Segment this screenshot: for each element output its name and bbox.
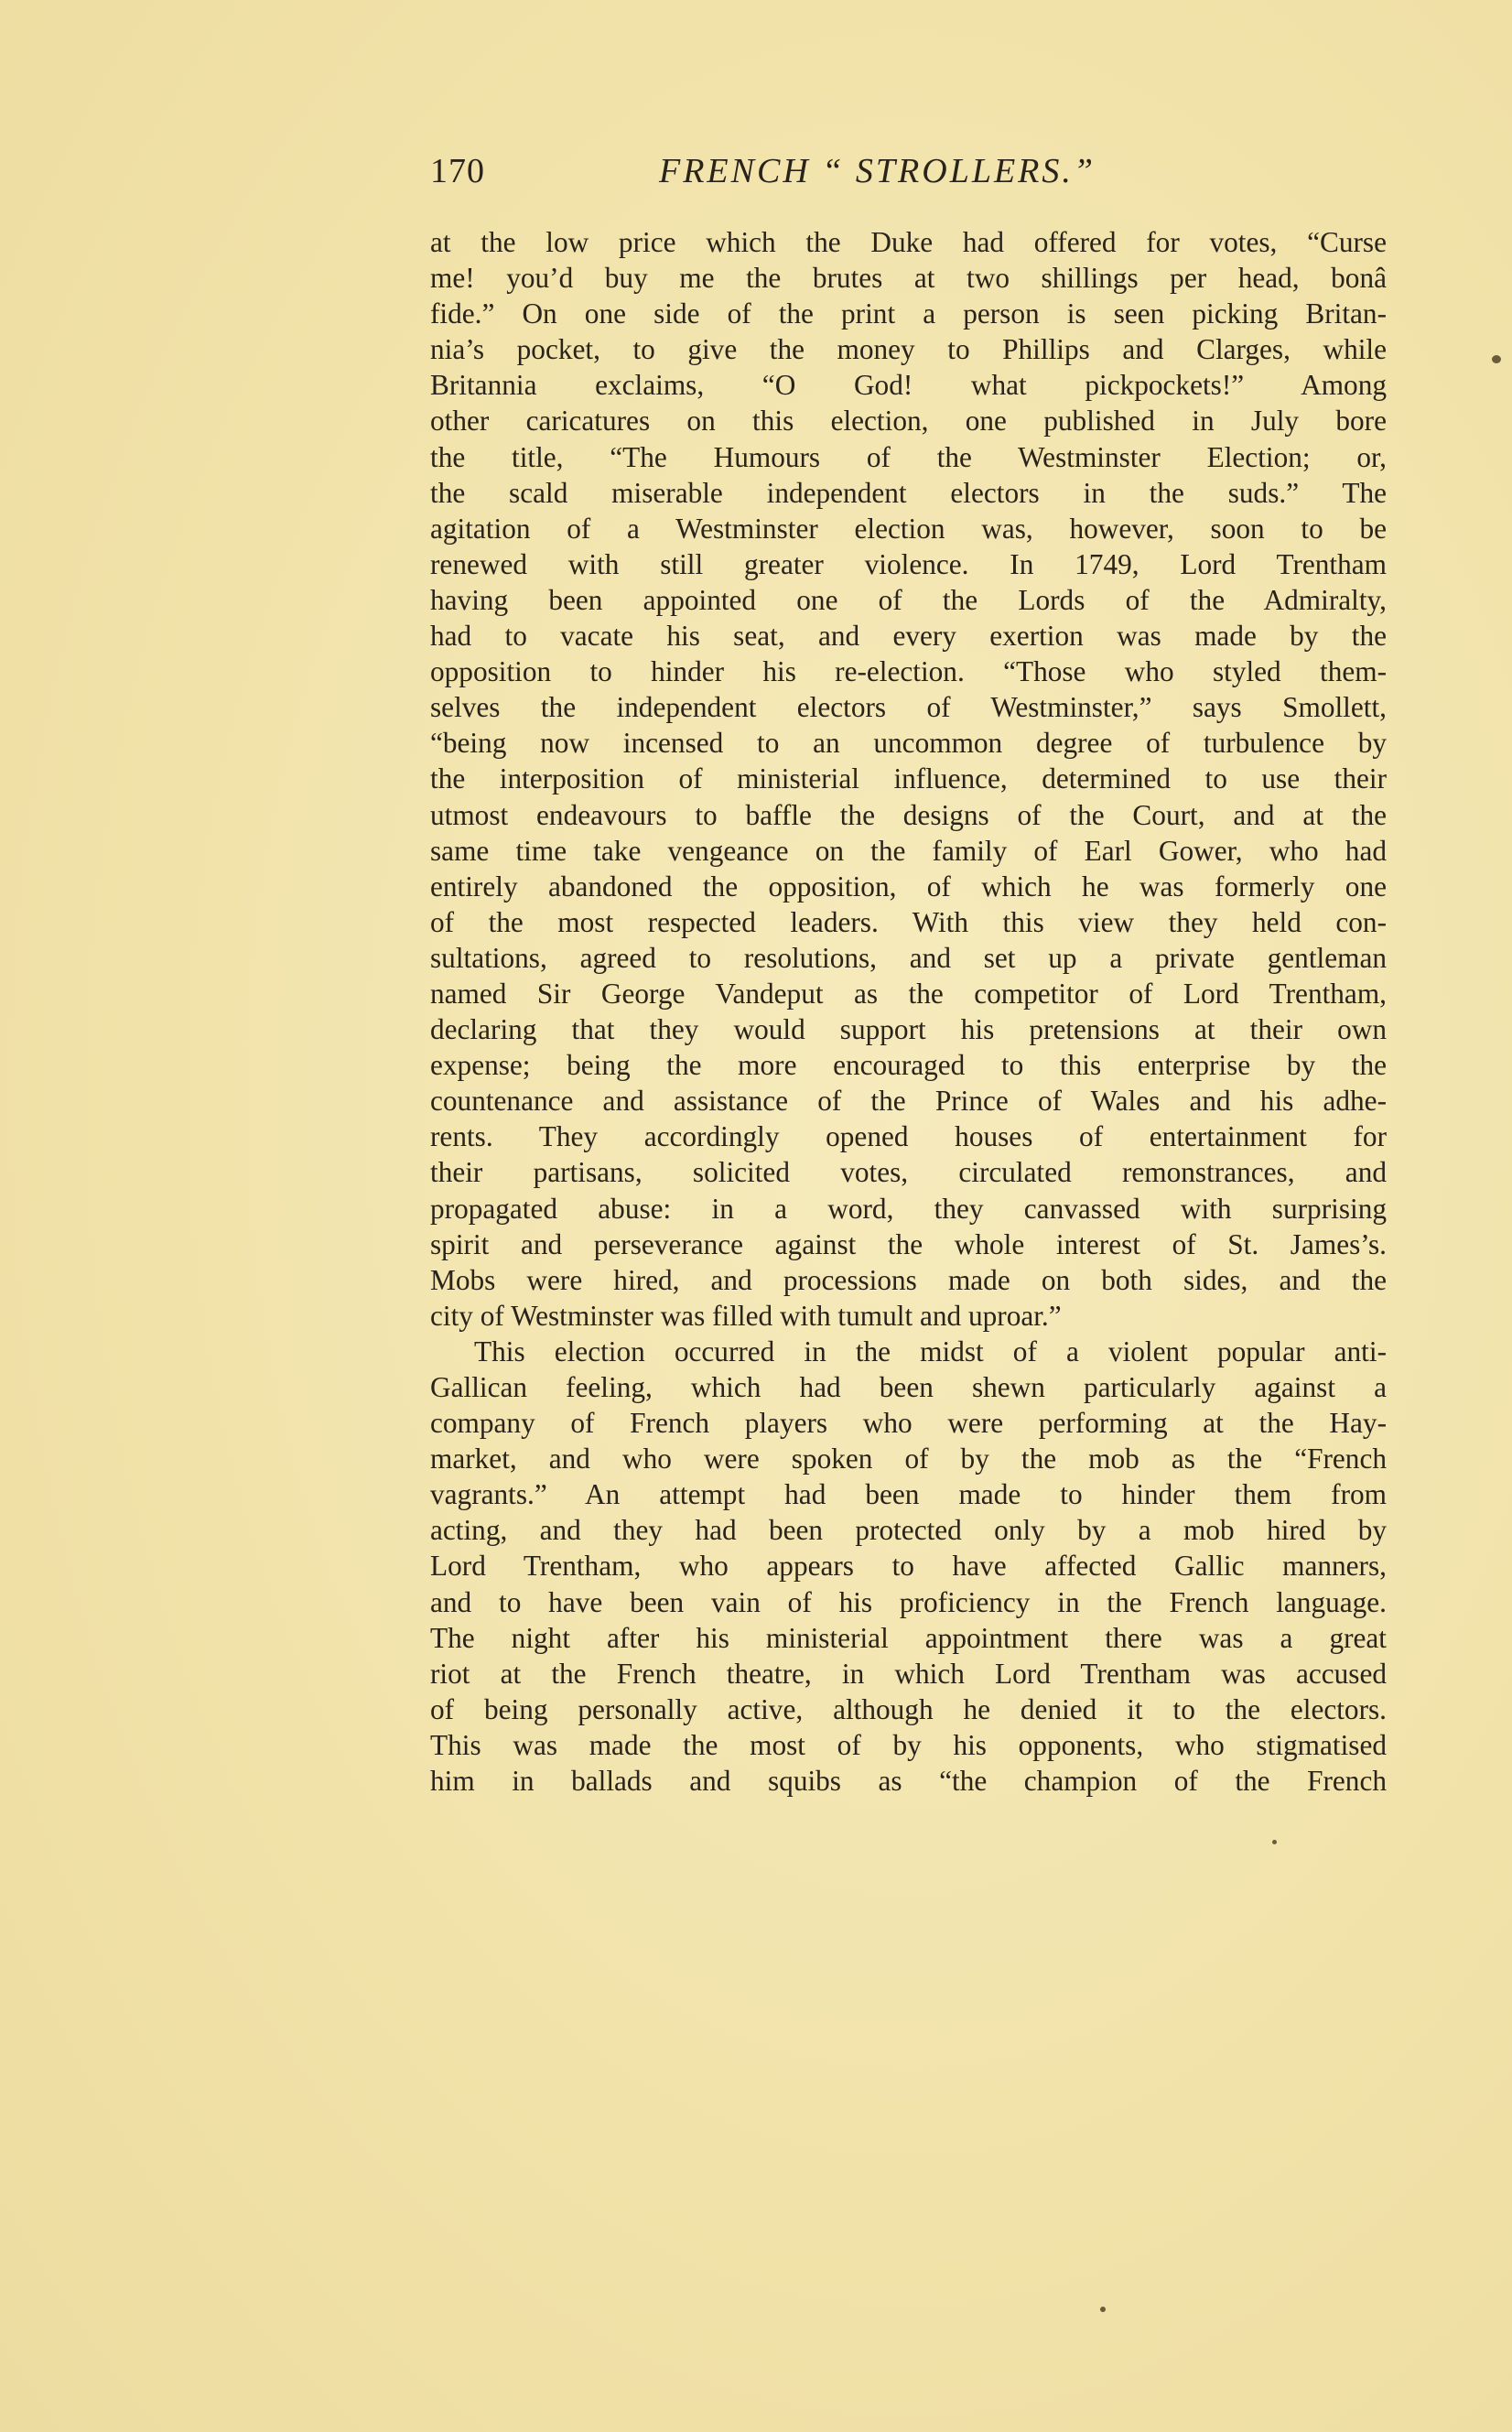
text-line: This was made the most of by his opponents, who stigmatised [430,1728,1387,1761]
text-line: market, and who were spoken of by the mob as the “French [430,1443,1387,1475]
text-line: agitation of a Westminster election was, however, soon to be [430,512,1387,545]
text-line: having been appointed one of the Lords of the Admiralty, [430,583,1387,616]
text-line: the interposition of ministerial influence, determined to use their [430,762,1387,795]
text-line: declaring that they would support his pretensions at their own [430,1013,1387,1046]
text-line: Lord Trentham, who appears to have affected Gallic manners, [430,1550,1387,1583]
text-line: entirely abandoned the opposition, of which he was formerly one [430,870,1387,903]
text-line: other caricatures on this election, one published in July bore [430,405,1387,438]
text-line: opposition to hinder his re-election. “Those who styled them- [430,655,1387,688]
text-line: the title, “The Humours of the Westminster Election; or, [430,440,1387,473]
text-line: had to vacate his seat, and every exertion was made by the [430,620,1387,653]
text-line: expense; being the more encouraged to this enterprise by the [430,1049,1387,1082]
text-line: of the most respected leaders. With this view they held con- [430,905,1387,938]
text-line: The night after his ministerial appointment there was a great [430,1621,1387,1654]
text-line: and to have been vain of his proficiency in the French language. [430,1585,1387,1618]
text-line: nia’s pocket, to give the money to Phillips and Clarges, while [430,333,1387,366]
text-line: spirit and perseverance against the whole interest of St. James’s. [430,1227,1387,1260]
text-line: Britannia exclaims, “O God! what pickpockets!” Among [430,369,1387,402]
text-line: city of Westminster was filled with tumult and uproar.” [430,1299,1062,1332]
text-line: This election occurred in the midst of a violent popular anti- [474,1335,1387,1367]
text-line: rents. They accordingly opened houses of entertainment for [430,1120,1387,1153]
text-line: sultations, agreed to resolutions, and set up a private gentleman [430,941,1387,974]
text-line: fide.” On one side of the print a person is seen picking Britan- [430,297,1387,330]
text-line: countenance and assistance of the Prince of Wales and his adhe- [430,1085,1387,1118]
text-line: renewed with still greater violence. In 1749, Lord Trentham [430,547,1387,580]
text-line: acting, and they had been protected only by a mob hired by [430,1514,1387,1547]
text-line: Mobs were hired, and processions made on both sides, and the [430,1263,1387,1296]
text-line: of being personally active, although he denied it to the electors. [430,1692,1387,1725]
text-line: him in ballads and squibs as “the champion of the French [430,1765,1387,1798]
text-line: at the low price which the Duke had offered for votes, “Curse [430,226,1387,258]
text-line: their partisans, solicited votes, circulated remonstrances, and [430,1156,1387,1189]
text-line: vagrants.” An attempt had been made to hinder them from [430,1478,1387,1511]
text-line: Gallican feeling, which had been shewn particularly against a [430,1371,1387,1403]
text-line: me! you’d buy me the brutes at two shillings per head, bonâ [430,262,1387,295]
text-line: same time take vengeance on the family of Earl Gower, who had [430,834,1387,867]
text-line: the scald miserable independent electors in the suds.” The [430,476,1387,509]
text-line: riot at the French theatre, in which Lord Trentham was accused [430,1657,1387,1690]
body-text [430,224,1387,1799]
text-line: utmost endeavours to baffle the designs of the Court, and at the [430,798,1387,831]
text-line: selves the independent electors of Westminster,” says Smollett, [430,691,1387,724]
paper-speck [1100,2307,1106,2312]
running-title: FRENCH “ STROLLERS.” [659,152,1096,190]
paper-speck [1492,355,1501,363]
page-number: 170 [430,152,485,190]
text-line: propagated abuse: in a word, they canvassed with surprising [430,1192,1387,1225]
text-line: company of French players who were performing at the Hay- [430,1407,1387,1440]
text-line: “being now incensed to an uncommon degree of turbulence by [430,727,1387,760]
text-line: named Sir George Vandeput as the competitor of Lord Trentham, [430,977,1387,1010]
page-header [430,151,1373,206]
paper-speck [1272,1840,1277,1844]
